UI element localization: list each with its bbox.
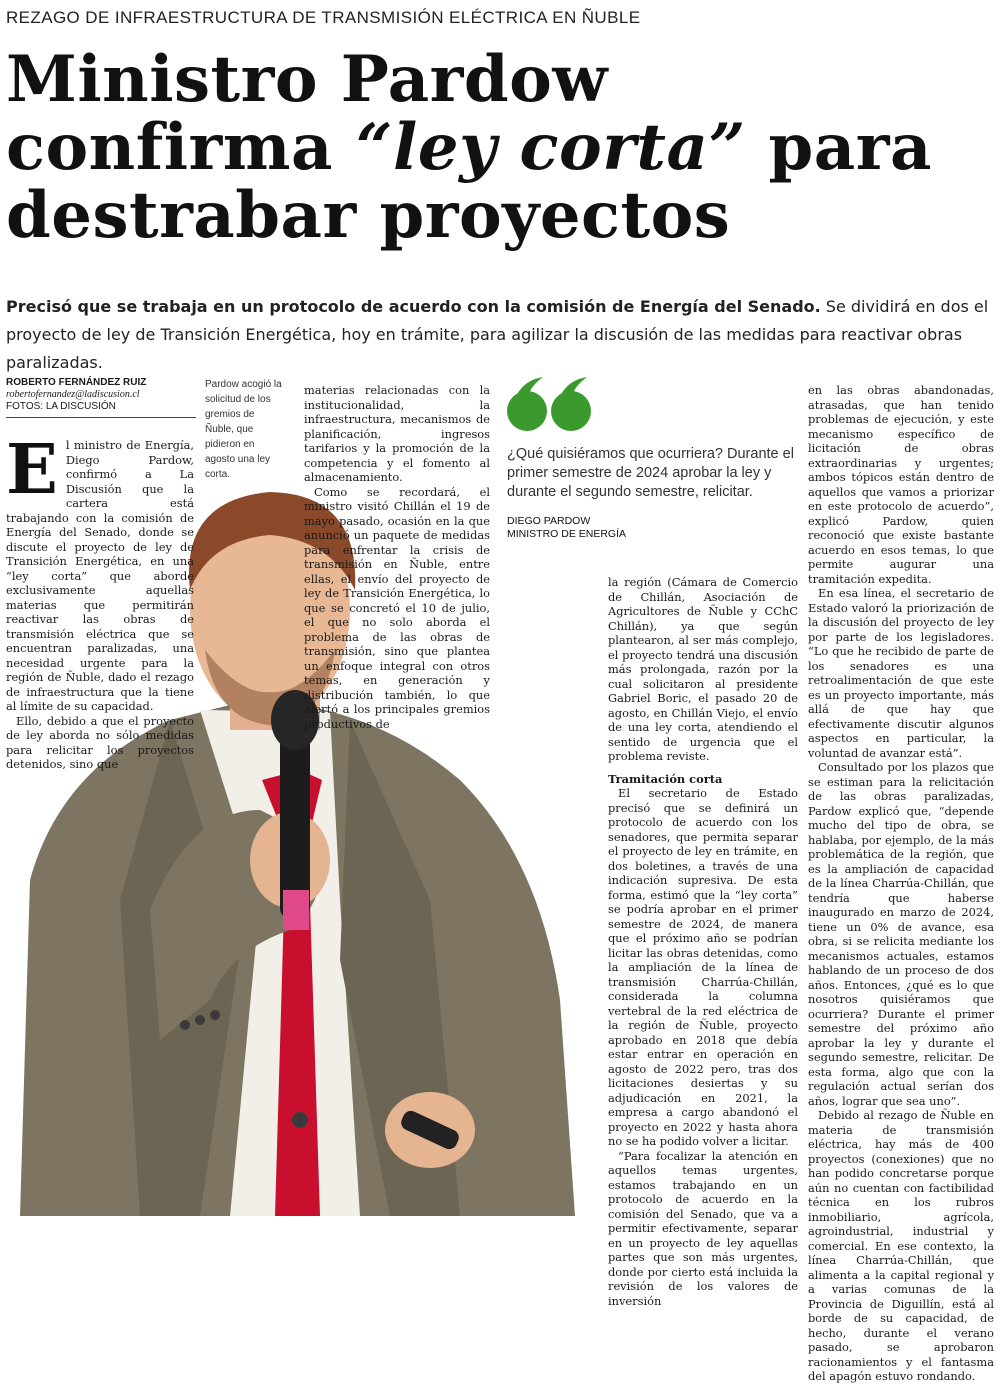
col4-paragraph-4: Debido al rezago de Ñuble en materia de transmisión eléctrica, hay más de 400 proyectos (conexiones) que no han podido concretarse porque aún no cuentan con factibilidad técnica en los rubros inmobiliario, agrícola, agroindustrial, industrial y comercial. En ese contexto, la línea Charrúa-Chillán, que alimenta a la capital regional y a varias comunas de la Provincia de Diguillín, está al borde de su capacidad, de hecho, durante el verano pasado, se aprobaron racionamientos y el fantasma del apagón estuvo rondando. xyxy=(808,1108,994,1383)
subhead-tramitacion: Tramitación corta xyxy=(608,771,723,786)
pull-quote-role: MINISTRO DE ENERGÍA xyxy=(507,528,627,540)
headline-line-2a: confirma xyxy=(6,110,356,185)
col2-paragraph-2: Como se recordará, el ministro visitó Chillán el 19 de mayo pasado, ocasión en la que anunció un paquete de medidas para enfrentar la crisis de transmisión en Ñuble, entre ellas, el envío del proyecto de ley de Transición Energética, lo que se concretó el 10 de julio, el que no solo aborda el problema de las obras de transmisión, sino que plantea un enfoque integral con otros temas, en generación y distribución también, lo que alertó a los principales gremios productivos de xyxy=(304,484,490,731)
article-column-2 xyxy=(304,383,490,731)
byline-author: ROBERTO FERNÁNDEZ RUIZ xyxy=(6,377,147,388)
col4-paragraph-1: en las obras abandonadas, atrasadas, que han tenido problemas de ejecución, y este mecanismo específico de licitación de obras extraordinarias y urgentes; ambos tópicos están dentro de aquellos que vamos a priorizar en este protocolo de acuerdo”, explicó Pardow, quien reconoció que existe bastante acuerdo en esos temas, lo que permite augurar una tramitación expedita. xyxy=(808,383,994,586)
byline-email[interactable]: robertofernandez@ladiscusion.cl xyxy=(6,389,140,400)
pull-quote-text: ¿Qué quisiéramos que ocurriera? Durante el primer semestre de 2024 aprobar la ley y durante el segundo semestre, relicitar. xyxy=(507,446,794,500)
byline xyxy=(6,377,196,418)
lead-bold: Precisó que se trabaja en un protocolo de acuerdo con la comisión de Energía del Senado. xyxy=(6,297,821,316)
col4-paragraph-3: Consultado por los plazos que se estiman para la relicitación de las obras paralizadas, Pardow explicó que, “depende mucho del tipo de obra, se hablaba, por ejemplo, de la más problemática de la región, que es la ampliación de capacidad de la línea Charrúa-Chillán, que tendría que haberse inaugurado en marzo de 2024, tiene un 0% de avance, esa obra, si se relicita mediante los mecanismos actuales, estamos hablando de un proceso de dos años. Entonces, ¿qué es lo que nosotros quisiéramos que ocurriera? Durante el primer semestre del próximo año aprobar la ley y durante el segundo semestre, relicitar. De esta forma, algo que con la regulación actual serían dos años, lograr que sea uno”. xyxy=(808,760,994,1108)
headline-line-2-italic: “ley corta” xyxy=(355,110,746,185)
article-column-1 xyxy=(6,430,194,772)
byline-photo-credit: FOTOS: LA DISCUSIÓN xyxy=(6,401,116,412)
col4-paragraph-2: En esa línea, el secretario de Estado valoró la priorización de la discusión del proyecto de ley por parte de los legisladores. “Lo que he recibido de parte de los senadores es una retroalimentación de que este es un proyecto importante, más allá de que hay que efectivamente discutir algunos aspectos en particular, la voluntad de avanzar está”. xyxy=(808,586,994,760)
col3-paragraph-1: la región (Cámara de Comercio de Chillán, Asociación de Agricultores de Ñuble y CChC Chillán), ya que según plantearon, al ser más complejo, el proyecto tendrá una discusión más prolongada, razón por la cual solicitaron al presidente Gabriel Boric, el pasado 20 de agosto, en Chillán Viejo, el envío de una ley corta, atendiendo el sentido de urgencia que el problema reviste. xyxy=(608,575,798,763)
headline-line-3: destrabar proyectos xyxy=(6,178,731,253)
dropcap: E xyxy=(6,430,58,510)
photo-caption: Pardow acogió la solicitud de los gremios de Ñuble, que pidieron en agosto una ley corta. xyxy=(205,379,282,480)
lead-rest: Se dividirá en dos el proyecto de ley de Transición Energética, hoy en trámite, para agilizar la discusión de las medidas para reactivar obras paralizadas. xyxy=(6,297,989,372)
headline-line-2c: para xyxy=(745,110,932,185)
pull-quote-author: DIEGO PARDOW xyxy=(507,515,591,527)
article-column-4 xyxy=(808,383,994,1384)
col1-paragraph-1: l ministro de Energía, Diego Pardow, confirmó a La Discusión que la cartera está trabajando con la comisión de Energía del Senado, donde se discute el proyecto de ley de Transición Energética, en una “ley corta” que aborde exclusivamente aquellas materias que permitirán reactivar las obras de transmisión eléctrica que se encuentran paralizadas, una necesidad urgente para la región de Ñuble, dado el rezago de infraestructura que la tiene al límite de su capacidad. xyxy=(6,438,194,713)
quote-mark-icon xyxy=(505,375,595,435)
col3-paragraph-2: El secretario de Estado precisó que se definirá un protocolo de acuerdo con los senadores, que permita separar el proyecto de ley en trámite, en dos boletines, a través de una indicación supresiva. De esta forma, estimó que la “ley corta” se podría aprobar en el primer semestre de 2024, de manera que el próximo año se podrían licitar las obras detenidas, como la ampliación de la línea de transmisión Charrúa-Chillán, considerada la columna vertebral de la red eléctrica de la región de Ñuble, proyecto aprobado en 2018 que debía estar entrar en operación en agosto de 2022 pero, tras dos licitaciones desiertas y su adjudicación en 2021, la empresa a cargo abandonó el proyecto en 2022 y hasta ahora no se ha podido volver a licitar. xyxy=(608,786,798,1148)
headline-line-1: Ministro Pardow xyxy=(6,42,608,117)
lead-paragraph xyxy=(6,293,994,377)
col2-paragraph-1: materias relacionadas con la institucionalidad, la infraestructura, mecanismos de planificación, ingresos tarifarios y la promoción de la competencia y el fomento al almacenamiento. xyxy=(304,383,490,484)
article-column-3 xyxy=(608,575,798,1308)
headline xyxy=(6,42,996,253)
col1-paragraph-2: Ello, debido a que el proyecto de ley aborda no sólo medidas para relicitar los proyectos detenidos, sino que xyxy=(6,713,194,771)
col3-paragraph-3: “Para focalizar la atención en aquellos temas urgentes, estamos trabajando en un protocolo de acuerdo en la comisión del Senado, que va a permitir efectivamente, separar en un proyecto de ley aquellas partes que son más urgentes, donde por cierto está incluida la revisión de los valores de inversión xyxy=(608,1148,798,1308)
section-kicker: REZAGO DE INFRAESTRUCTURA DE TRANSMISIÓN ELÉCTRICA EN ÑUBLE xyxy=(6,8,641,27)
pull-quote-attribution xyxy=(507,515,626,541)
